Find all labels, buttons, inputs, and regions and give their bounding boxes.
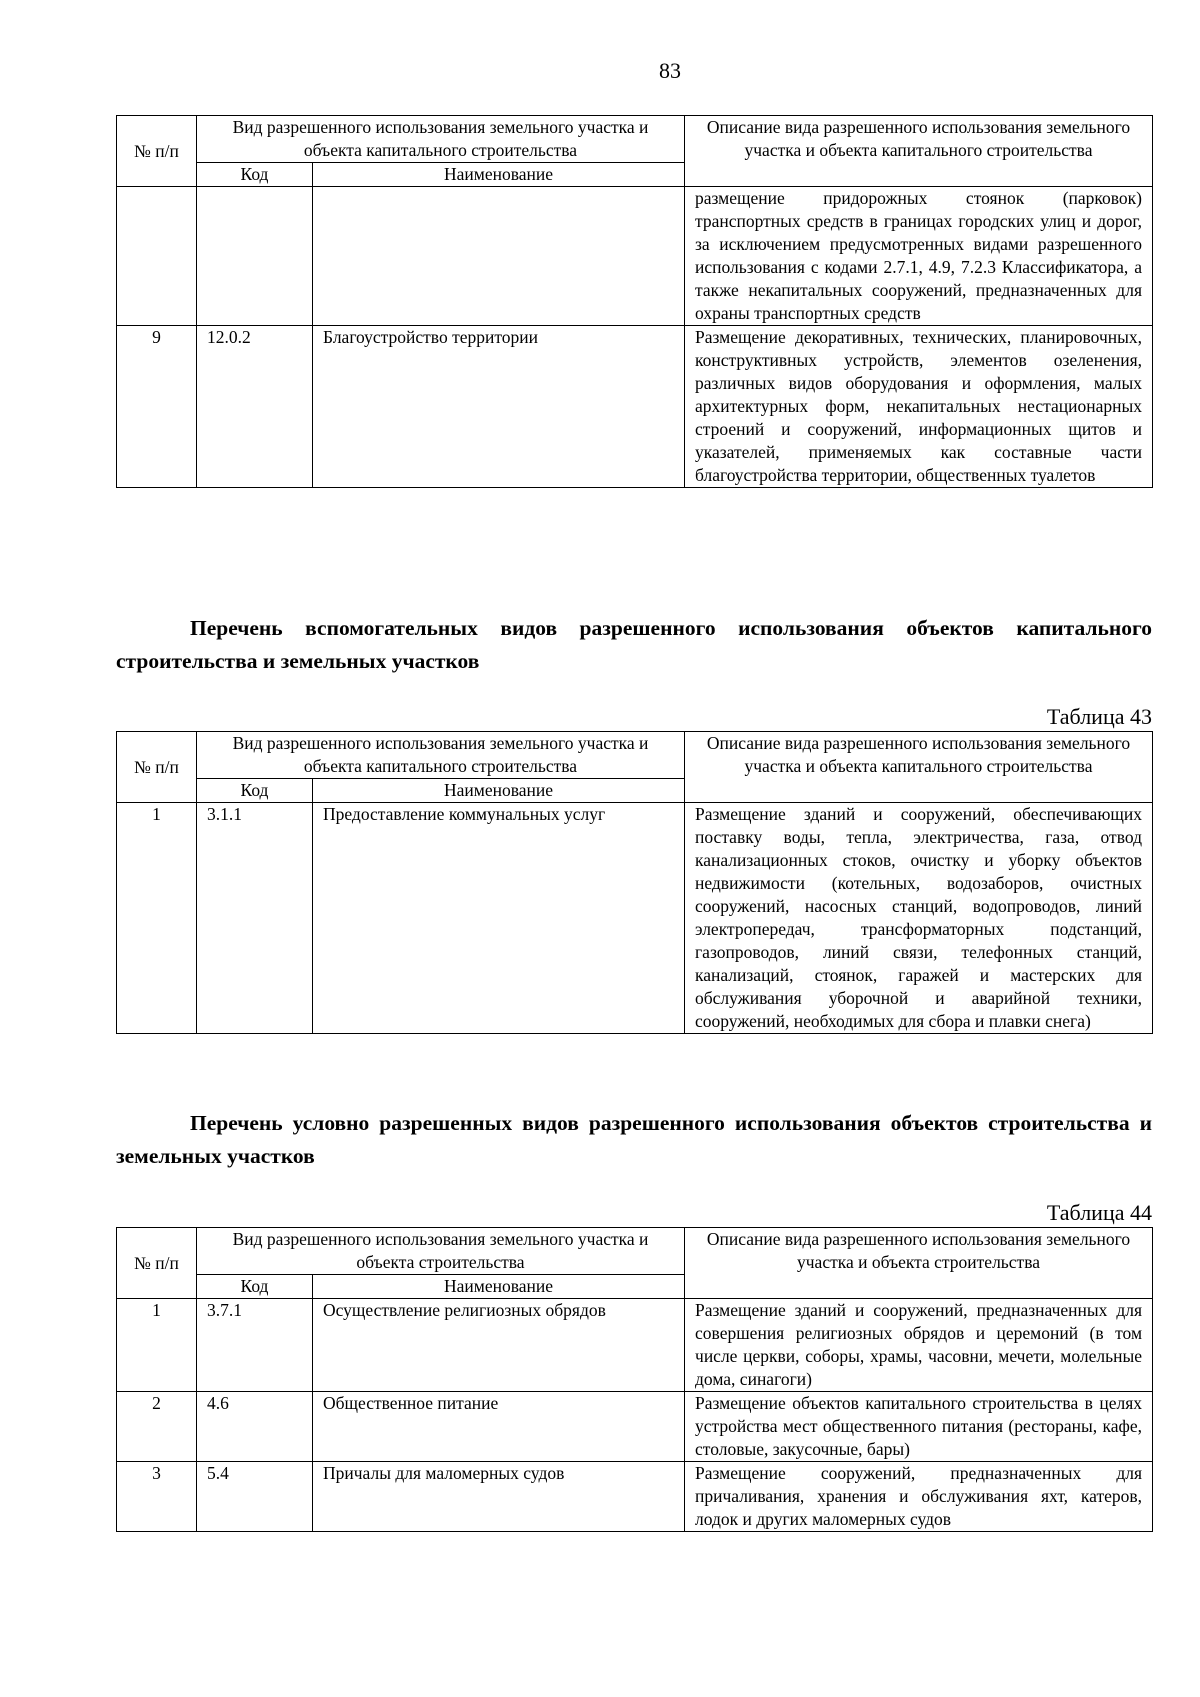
table-2-container — [116, 731, 1152, 1034]
page-number: 83 — [659, 58, 681, 83]
row-code: 3.7.1 — [197, 1299, 313, 1392]
row-name: Причалы для маломерных судов — [313, 1462, 685, 1532]
table-row — [117, 803, 1153, 1034]
section-heading-conditional: Перечень условно разрешенных видов разрешенного использования объектов строительства и земельных участков — [116, 1111, 1152, 1168]
header-naim: Наименование — [313, 163, 685, 187]
table-caption-44: Таблица 44 — [1046, 1200, 1152, 1225]
header-opis: Описание вида разрешенного использования земельного участка и объекта капитального строительства — [685, 732, 1153, 803]
table-row — [117, 1299, 1153, 1392]
row-no: 1 — [117, 803, 197, 1034]
table-caption-43: Таблица 43 — [1046, 704, 1152, 729]
table-3-container — [116, 1227, 1152, 1532]
header-naim: Наименование — [313, 1275, 685, 1299]
row-no: 3 — [117, 1462, 197, 1532]
row-code: 12.0.2 — [197, 326, 313, 488]
header-kod: Код — [197, 163, 313, 187]
row-name — [313, 187, 685, 326]
row-desc: Размещение зданий и сооружений, обеспечивающих поставку воды, тепла, электричества, газа, отвод канализационных стоков, очистку и уборку объектов недвижимости (котельных, водозаборов, очистных сооружений, насосных станций, водопроводов, линий электропередач, трансформаторных подстанций, газопроводов, линий связи, телефонных станций, канализаций, стоянок, гаражей и мастерских для обслуживания уборочной и аварийной техники, сооружений, необходимых для сбора и плавки снега) — [685, 803, 1153, 1034]
header-kod: Код — [197, 779, 313, 803]
header-no: № п/п — [117, 732, 197, 803]
table-1-container — [116, 115, 1152, 488]
row-no — [117, 187, 197, 326]
row-no: 9 — [117, 326, 197, 488]
row-desc: Размещение сооружений, предназначенных для причаливания, хранения и обслуживания яхт, катеров, лодок и других маломерных судов — [685, 1462, 1153, 1532]
row-no: 2 — [117, 1392, 197, 1462]
header-naim: Наименование — [313, 779, 685, 803]
section-heading-auxiliary: Перечень вспомогательных видов разрешенного использования объектов капитального строительства и земельных участков — [116, 616, 1152, 673]
header-vid: Вид разрешенного использования земельного участка и объекта капитального строительства — [197, 732, 685, 779]
header-no: № п/п — [117, 1228, 197, 1299]
header-no: № п/п — [117, 116, 197, 187]
row-code: 4.6 — [197, 1392, 313, 1462]
table-row — [117, 1462, 1153, 1532]
header-vid: Вид разрешенного использования земельного участка и объекта капитального строительства — [197, 116, 685, 163]
row-name: Благоустройство территории — [313, 326, 685, 488]
table-44 — [116, 1227, 1153, 1532]
table-row — [117, 187, 1153, 326]
row-name: Осуществление религиозных обрядов — [313, 1299, 685, 1392]
header-opis: Описание вида разрешенного использования земельного участка и объекта строительства — [685, 1228, 1153, 1299]
table-row — [117, 326, 1153, 488]
row-desc: Размещение объектов капитального строительства в целях устройства мест общественного питания (рестораны, кафе, столовые, закусочные, бары) — [685, 1392, 1153, 1462]
header-kod: Код — [197, 1275, 313, 1299]
header-opis: Описание вида разрешенного использования земельного участка и объекта капитального строительства — [685, 116, 1153, 187]
row-code: 3.1.1 — [197, 803, 313, 1034]
row-name: Предоставление коммунальных услуг — [313, 803, 685, 1034]
row-code: 5.4 — [197, 1462, 313, 1532]
table-43 — [116, 731, 1153, 1034]
row-desc: Размещение зданий и сооружений, предназначенных для совершения религиозных обрядов и церемоний (в том числе церкви, соборы, храмы, часовни, мечети, молельные дома, синагоги) — [685, 1299, 1153, 1392]
table-row — [117, 1392, 1153, 1462]
table-1 — [116, 115, 1153, 488]
row-name: Общественное питание — [313, 1392, 685, 1462]
row-no: 1 — [117, 1299, 197, 1392]
row-desc: размещение придорожных стоянок (парковок) транспортных средств в границах городских улиц и дорог, за исключением предусмотренных видами разрешенного использования с кодами 2.7.1, 4.9, 7.2.3 Классификатора, а также некапитальных сооружений, предназначенных для охраны транспортных средств — [685, 187, 1153, 326]
row-code — [197, 187, 313, 326]
header-vid: Вид разрешенного использования земельного участка и объекта строительства — [197, 1228, 685, 1275]
row-desc: Размещение декоративных, технических, планировочных, конструктивных устройств, элементов озеленения, различных видов оборудования и оформления, малых архитектурных форм, некапитальных нестационарных строений и сооружений, информационных щитов и указателей, применяемых как составные части благоустройства территории, общественных туалетов — [685, 326, 1153, 488]
